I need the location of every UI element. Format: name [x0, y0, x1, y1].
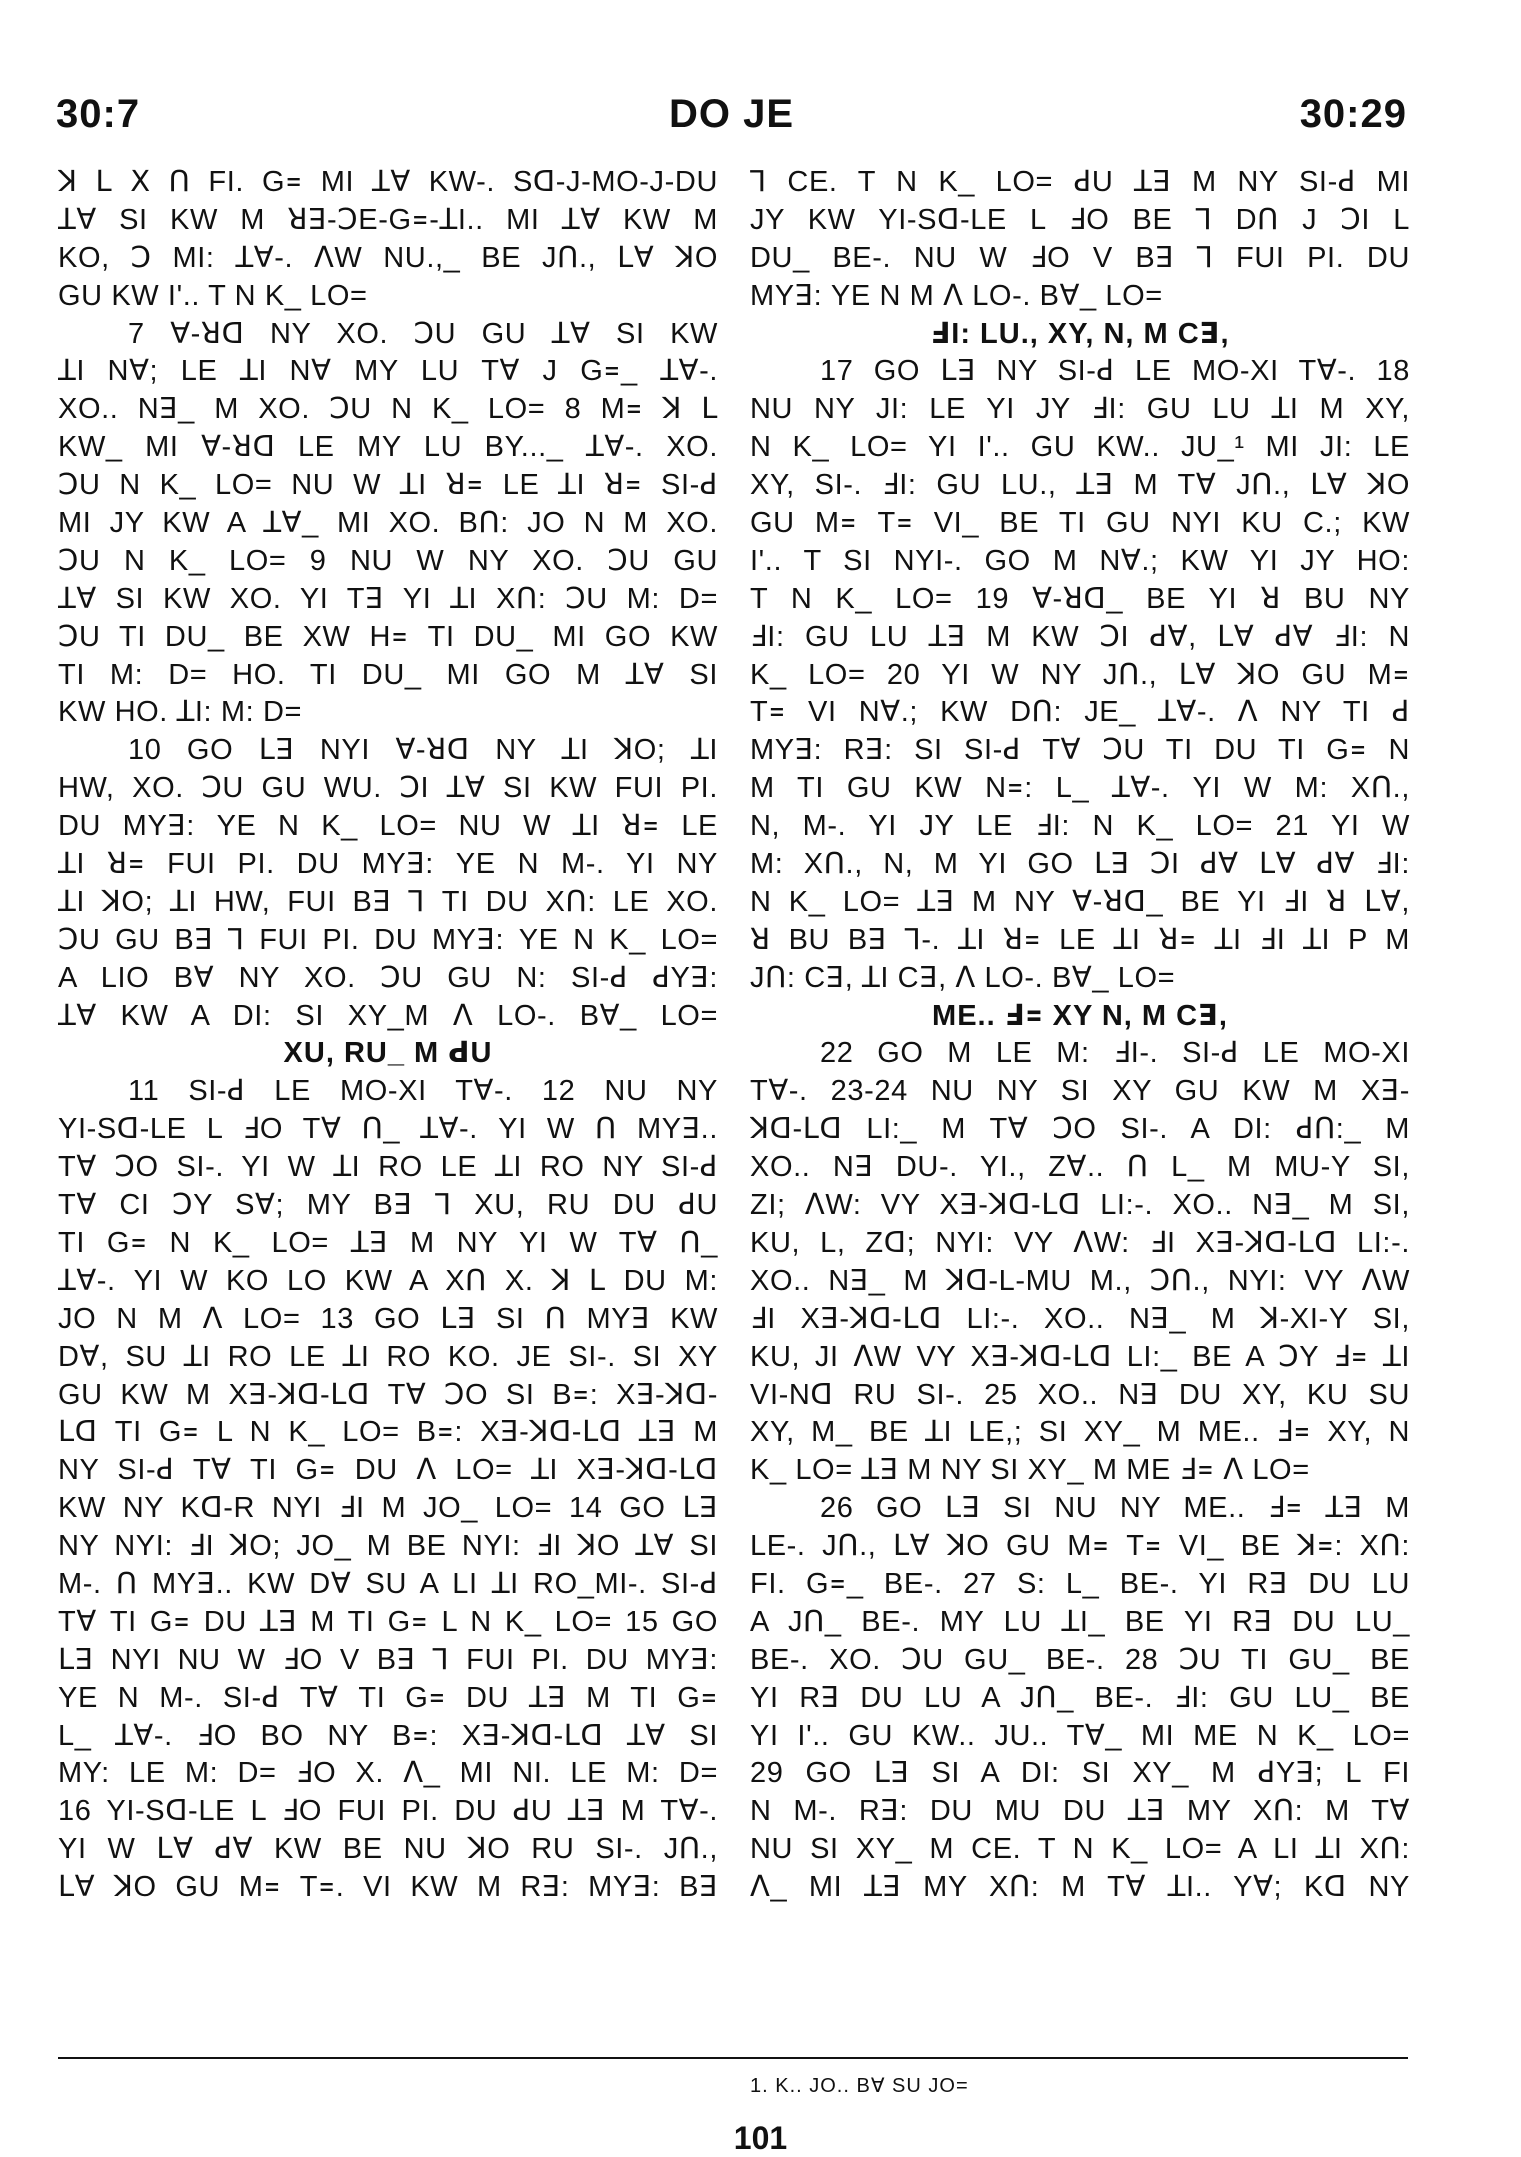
text-line: KW HO. ꓕI: M: D= — [58, 696, 303, 729]
text-line: A LIO Bꓯ NY XO. ꓛU GU N: SI-ꓒ ꓒYꓱ: — [58, 961, 718, 994]
text-line: ꓕI ꓘO; ꓕI HW, FUI Bꓱ ꓶ TI DU Xꓵ: LE XO. — [58, 885, 718, 918]
text-line: XY, SI-. ꓞI: GU LU., ꓕꓱ M Tꓯ Jꓵ., ꓡꓯ ꓘO — [750, 469, 1410, 502]
text-line: XY, M_ BE ꓕI LE,; SI XY_ M ME.. ꓞ꓿ XY, N — [750, 1416, 1410, 1449]
text-line: ꓘ ꓡ ꓫ ꓵ FI. G꓿ MI ꓕꓯ KW-. Sꓷ-J-MO-J-DU — [58, 166, 718, 198]
text-line: KU, JI ꓥW VY Xꓱ-ꓘꓷ-ꓡꓷ LI:_ BE A ꓛY ꓞ꓿ ꓕI — [750, 1340, 1410, 1373]
text-line: Jꓵ: Cꓱ, ꓕI Cꓱ, ꓥ LO-. Bꓯ_ LO= — [750, 961, 1176, 994]
text-line: N, M-. YI JY LE ꓞI: N K_ LO= 21 YI W — [750, 810, 1410, 843]
text-line: K_ LO= 20 YI W NY Jꓵ., ꓡꓯ ꓘO GU M꓿ — [750, 658, 1410, 691]
text-line: 10 GO ꓡꓱ NYI ꓯ-ꓤꓷ NY ꓕI ꓘO; ꓕI — [128, 734, 718, 767]
section-heading: ꓞI: LU., XY, N, M Cꓱ, — [930, 317, 1230, 350]
text-line: HW, XO. ꓛU GU WU. ꓛI ꓕꓯ SI KW FUI PI. — [58, 772, 718, 805]
text-line: NY SI-ꓒ Tꓯ TI G꓿ DU ꓥ LO= ꓕI Xꓱ-ꓘꓷ-ꓡꓷ — [58, 1454, 718, 1487]
section-heading: XU, RU_ M ꓒU — [283, 1037, 493, 1070]
text-line: KO, ꓛ MI: ꓕꓯ-. ꓥW NU.,_ BE Jꓵ., ꓡꓯ ꓘO — [58, 241, 718, 274]
text-line: YI Rꓱ DU LU A Jꓵ_ BE-. ꓞI: GU LU_ BE — [750, 1681, 1410, 1714]
text-line: NY NYI: ꓞI ꓘO; JO_ M BE NYI: ꓞI ꓘO ꓕꓯ SI — [58, 1530, 718, 1563]
text-line: LE-. Jꓵ., ꓡꓯ ꓘO GU M꓿ T꓿ VI_ BE ꓘ꓿: Xꓵ: — [750, 1530, 1410, 1563]
text-line: 7 ꓯ-ꓤꓷ NY XO. ꓛU GU ꓕꓯ SI KW — [128, 317, 718, 350]
text-line: T꓿ VI Nꓯ.; KW Dꓵ: JE_ ꓕꓯ-. ꓥ NY TI ꓒ — [750, 696, 1410, 729]
text-line: ꓶ CE. T N K_ LO= ꓒU ꓕꓱ M NY SI-ꓒ MI — [750, 166, 1410, 198]
text-line: XO.. Nꓱ_ M XO. ꓛU N K_ LO= 8 M꓿ ꓘ ꓡ — [58, 393, 718, 426]
text-line: ꓕI ꓤ꓿ FUI PI. DU MYꓱ: YE N M-. YI NY — [58, 848, 718, 881]
text-line: N K_ LO= ꓕꓱ M NY ꓯ-ꓤꓷ_ BE YI ꓞI ꓤ ꓡꓯ, — [750, 885, 1410, 918]
text-line: DU_ BE-. NU W ꓞO V Bꓱ ꓶ FUI PI. DU — [750, 241, 1410, 274]
text-line: ꓡꓯ ꓘO GU M꓿ T꓿. VI KW M Rꓱ: MYꓱ: Bꓱ — [58, 1871, 718, 1904]
text-line: BE-. XO. ꓛU GU_ BE-. 28 ꓛU TI GU_ BE — [750, 1643, 1410, 1676]
text-line: A Jꓵ_ BE-. MY LU ꓕI_ BE YI Rꓱ DU LU_ — [750, 1605, 1410, 1638]
text-line: GU KW I'.. T N K_ LO= — [58, 279, 368, 312]
running-header — [56, 92, 1407, 142]
text-line: 16 YI-Sꓷ-LE L ꓞO FUI PI. DU ꓒU ꓕꓱ M Tꓯ-. — [58, 1795, 718, 1828]
header-verse-start: 30:7 — [56, 92, 141, 136]
page-number: 101 — [733, 2120, 788, 2156]
text-line: M-. ꓵ MYꓱ.. KW Dꓯ SU A LI ꓕI RO_MI-. SI-ꓒ — [58, 1567, 718, 1600]
text-line: ꓕI Nꓯ; LE ꓕI Nꓯ MY LU Tꓯ J G꓿_ ꓕꓯ-. — [58, 355, 718, 388]
text-line: ꓡꓱ NYI NU W ꓞO V Bꓱ ꓶ FUI PI. DU MYꓱ: — [58, 1643, 718, 1676]
text-line: GU M꓿ T꓿ VI_ BE TI GU NYI KU C.; KW — [750, 507, 1410, 540]
text-line: ꓛU N K_ LO= 9 NU W NY XO. ꓛU GU — [58, 544, 718, 577]
text-line: XO.. Nꓱ DU-. YI., Zꓯ.. ꓵ L_ M MU-Y SI, — [750, 1151, 1410, 1184]
section-heading: ME.. ꓞ꓿ XY N, M Cꓱ, — [932, 999, 1228, 1032]
text-line: 17 GO ꓡꓱ NY SI-ꓒ LE MO-XI Tꓯ-. 18 — [820, 355, 1410, 388]
text-line: ꓥ_ MI ꓕꓱ MY Xꓵ: M Tꓯ ꓕI.. Yꓯ; Kꓷ NY — [750, 1871, 1410, 1904]
text-line: Tꓯ TI G꓿ DU ꓕꓱ M TI G꓿ L N K_ LO= 15 GO — [58, 1605, 718, 1638]
text-line: JO N M ꓥ LO= 13 GO ꓡꓱ SI ꓵ MYꓱ KW — [58, 1302, 718, 1335]
header-verse-end: 30:29 — [1299, 92, 1407, 136]
text-line: YI W ꓡꓯ ꓒꓯ KW BE NU ꓘO RU SI-. Jꓵ., — [58, 1833, 718, 1866]
text-line: M TI GU KW N꓿: L_ ꓕꓯ-. YI W M: Xꓵ., — [750, 772, 1410, 805]
text-line: MYꓱ: YE N M ꓥ LO-. Bꓯ_ LO= — [750, 279, 1163, 312]
text-line: L_ ꓕꓯ-. ꓞO BO NY B꓿: Xꓱ-ꓘꓷ-ꓡꓷ ꓕꓯ SI — [58, 1719, 718, 1752]
footnote: 1. K.. JO.. Bꓯ SU JO= — [750, 2075, 969, 2097]
text-line: DU MYꓱ: YE N K_ LO= NU W ꓕI ꓤ꓿ LE — [58, 810, 718, 843]
text-line: M: Xꓵ., N, M YI GO ꓡꓱ ꓛI ꓒꓯ ꓡꓯ ꓒꓯ ꓞI: — [750, 848, 1410, 881]
text-line: YI I'.. GU KW.. JU.. Tꓯ_ MI ME N K_ LO= — [750, 1719, 1410, 1752]
text-line: Tꓯ-. 23-24 NU NY SI XY GU KW M Xꓱ- — [750, 1075, 1410, 1108]
text-line: NU SI XY_ M CE. T N K_ LO= A LI ꓕI Xꓵ: — [750, 1833, 1410, 1866]
text-line: 11 SI-ꓒ LE MO-XI Tꓯ-. 12 NU NY — [128, 1075, 718, 1108]
text-line: TI M: D= HO. TI DU_ MI GO M ꓕꓯ SI — [58, 658, 718, 691]
text-line: T N K_ LO= 19 ꓯ-ꓤꓷ_ BE YI ꓤ BU NY — [750, 582, 1410, 615]
text-line: ꓤ BU Bꓱ ꓶ-. ꓕI ꓤ꓿ LE ꓕI ꓤ꓿ ꓕI ꓞI ꓕI P M — [750, 923, 1410, 956]
text-line: ꓛU GU Bꓱ ꓶ FUI PI. DU MYꓱ: YE N K_ LO= — [58, 923, 718, 956]
text-line: 29 GO ꓡꓱ SI A DI: SI XY_ M ꓒYꓱ; L FI — [750, 1757, 1410, 1790]
left-text-column — [58, 164, 718, 1907]
text-line: XO.. Nꓱ_ M ꓘꓷ-L-MU M., ꓛꓵ., NYI: VY ꓥW — [750, 1264, 1410, 1297]
text-line: ꓞI: GU LU ꓕꓱ M KW ꓛI ꓒꓯ, ꓡꓯ ꓒꓯ ꓞI: N — [750, 620, 1410, 653]
text-line: MYꓱ: Rꓱ: SI SI-ꓒ Tꓯ ꓛU TI DU TI G꓿ N — [750, 734, 1410, 767]
text-line: YE N M-. SI-ꓒ Tꓯ TI G꓿ DU ꓕꓱ M TI G꓿ — [58, 1681, 718, 1714]
text-line: ꓛU N K_ LO= NU W ꓕI ꓤ꓿ LE ꓕI ꓤ꓿ SI-ꓒ — [58, 469, 718, 502]
text-line: VI-Nꓷ RU SI-. 25 XO.. Nꓱ DU XY, KU SU — [750, 1378, 1410, 1411]
text-line: ꓞI Xꓱ-ꓘꓷ-ꓡꓷ LI:-. XO.. Nꓱ_ M ꓘ-XI-Y SI, — [750, 1302, 1410, 1335]
text-line: JY KW YI-Sꓷ-LE L ꓞO BE ꓶ Dꓵ J ꓛI L — [750, 203, 1410, 236]
text-line: ꓘꓷ-ꓡꓷ LI:_ M Tꓯ ꓛO SI-. A DI: ꓒꓵ:_ M — [750, 1113, 1410, 1146]
text-line: N M-. Rꓱ: DU MU DU ꓕꓱ MY Xꓵ: M Tꓯ — [750, 1795, 1410, 1828]
text-line: ZI; ꓥW: VY Xꓱ-ꓘꓷ-ꓡꓷ LI:-. XO.. Nꓱ_ M SI, — [750, 1189, 1410, 1222]
text-line: I'.. T SI NYI-. GO M Nꓯ.; KW YI JY HO: — [750, 544, 1410, 577]
text-line: NU NY JI: LE YI JY ꓞI: GU LU ꓕI M XY, — [750, 393, 1410, 426]
text-line: FI. G꓿_ BE-. 27 S: L_ BE-. YI Rꓱ DU LU — [750, 1567, 1410, 1600]
text-line: ꓕꓯ SI KW M ꓤꓱ-ꓛE-G꓿-ꓕI.. MI ꓕꓯ KW M — [58, 203, 718, 236]
right-text-column — [750, 164, 1410, 1907]
text-line: YI-Sꓷ-LE L ꓞO Tꓯ ꓵ_ ꓕꓯ-. YI W ꓵ MYꓱ.. — [58, 1113, 718, 1146]
text-line: K_ LO= ꓕꓱ M NY SI XY_ M ME ꓞ꓿ ꓥ LO= — [750, 1454, 1310, 1487]
text-line: Tꓯ ꓛO SI-. YI W ꓕI RO LE ꓕI RO NY SI-ꓒ — [58, 1151, 718, 1184]
text-line: Dꓯ, SU ꓕI RO LE ꓕI RO KO. JE SI-. SI XY — [58, 1340, 718, 1373]
text-line: ꓛU TI DU_ BE XW H꓿ TI DU_ MI GO KW — [58, 620, 718, 653]
text-line: ꓕꓯ SI KW XO. YI Tꓱ YI ꓕI Xꓵ: ꓛU M: D= — [58, 582, 718, 615]
text-line: N K_ LO= YI I'.. GU KW.. JU_¹ MI JI: LE — [750, 431, 1410, 464]
text-line: TI G꓿ N K_ LO= ꓕꓱ M NY YI W Tꓯ ꓵ_ — [58, 1226, 718, 1259]
text-line: Tꓯ CI ꓛY Sꓯ; MY Bꓱ ꓶ XU, RU DU ꓒU — [58, 1189, 718, 1222]
text-line: MI JY KW A ꓕꓯ_ MI XO. Bꓵ: JO N M XO. — [58, 507, 718, 540]
text-line: ꓡꓷ TI G꓿ L N K_ LO= B꓿: Xꓱ-ꓘꓷ-ꓡꓷ ꓕꓱ M — [58, 1416, 718, 1449]
text-line: GU KW M Xꓱ-ꓘꓷ-ꓡꓷ Tꓯ ꓛO SI B꓿: Xꓱ-ꓘꓷ- — [58, 1378, 718, 1411]
text-line: MY: LE M: D= ꓞO X. ꓥ_ MI NI. LE M: D= — [58, 1757, 718, 1790]
footnote-divider — [58, 2057, 1408, 2059]
text-line: 26 GO ꓡꓱ SI NU NY ME.. ꓞ꓿ ꓕꓱ M — [820, 1492, 1410, 1525]
text-line: KU, L, Zꓷ; NYI: VY ꓥW: ꓞI Xꓱ-ꓘꓷ-ꓡꓷ LI:-. — [750, 1226, 1410, 1259]
text-line: ꓕꓯ-. YI W KO LO KW A Xꓵ X. ꓘ ꓡ DU M: — [58, 1264, 718, 1297]
text-line: KW_ MI ꓯ-ꓤꓷ LE MY LU BY..._ ꓕꓯ-. XO. — [58, 431, 718, 464]
text-line: KW NY Kꓷ-R NYI ꓞI M JO_ LO= 14 GO ꓡꓱ — [58, 1492, 718, 1525]
text-line: ꓕꓯ KW A DI: SI XY_M ꓥ LO-. Bꓯ_ LO= — [58, 999, 718, 1032]
book-title: DO JE — [668, 92, 795, 136]
text-line: 22 GO M LE M: ꓞI-. SI-ꓒ LE MO-XI — [820, 1037, 1410, 1070]
